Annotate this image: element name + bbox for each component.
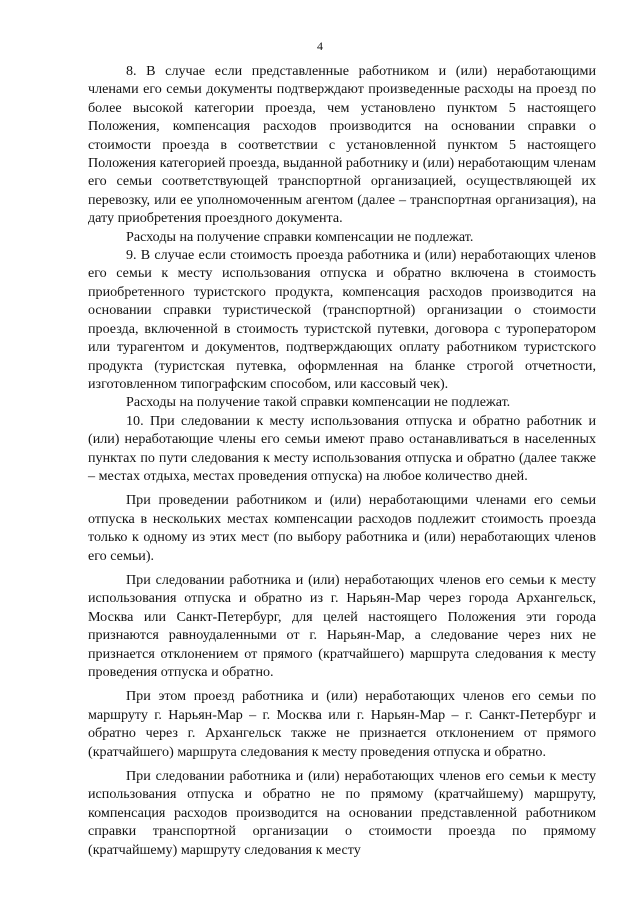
paragraph-item-9: 9. В случае если стоимость проезда работника и (или) неработающих членов его семьи к месту использования отпуска и обратно включена в стоимость приобретенного туристского продукта, компенсация расходов производится на основании справки туристической (транспортной) организации о стоимости проезда, включенной в стоимость туристской путевки, договора с туроператором или турагентом и документов, подтверждающих оплату работником туристского продукта (туристская путевка, оформленная на бланке строгой отчетности, изготовленном типографским способом, или кассовый чек).: [88, 247, 596, 392]
document-body: [88, 62, 596, 859]
paragraph-several-places: При проведении работником и (или) неработающими членами его семьи отпуска в нескольких местах компенсации расходов подлежит стоимость проезда только к одному из этих мест (по выбору работника и (или) неработающих членов его семьи).: [88, 492, 596, 564]
paragraph-indirect-route: При следовании работника и (или) неработающих членов его семьи к месту использования отпуска и обратно не по прямому (кратчайшему) маршруту, компенсация расходов производится на основании представленной работником справки транспортной организации о стоимости проезда по прямому (кратчайшему) маршруту следования к месту: [88, 768, 596, 858]
paragraph-route-via-arkhangelsk: При этом проезд работника и (или) неработающих членов его семьи по маршруту г. Нарьян-Мар – г. Москва или г. Нарьян-Мар – г. Санкт-Петербург и обратно через г. Архангельск также не признается отклонением от прямого (кратчайшего) маршрута следования к месту проведения отпуска и обратно.: [88, 688, 596, 760]
paragraph-route-via-cities: При следовании работника и (или) неработающих членов его семьи к месту использования отпуска и обратно из г. Нарьян-Мар через города Архангельск, Москва или Санкт-Петербург, для целей настоящего Положения эти города признаются равноудаленными от г. Нарьян-Мар, а следование через них не признается отклонением от прямого (кратчайшего) маршрута следования к месту проведения отпуска и обратно.: [88, 571, 596, 680]
page-number: 4: [317, 39, 323, 53]
paragraph-item-10: 10. При следовании к месту использования отпуска и обратно работник и (или) неработающие члены его семьи имеют право останавливаться в населенных пунктах по пути следования к месту использования отпуска и обратно (далее также – местах отдыха, местах проведения отпуска) на любое количество дней.: [88, 412, 596, 484]
paragraph-item-8: 8. В случае если представленные работником и (или) неработающими членами его семьи документы подтверждают произведенные расходы на проезд по более высокой категории проезда, чем установлено пунктом 5 настоящего Положения, компенсация расходов производится на основании справки о стоимости проезда в соответствии с установленной пунктом 5 настоящего Положения категорией проезда, выданной работнику и (или) неработающим членам его семьи соответствующей транспортной организацией, осуществляющей их перевозку, или ее уполномоченным агентом (далее – транспортная организация), на дату приобретения проездного документа.: [88, 63, 596, 227]
paragraph-item-9-note: Расходы на получение такой справки компенсации не подлежат.: [126, 394, 511, 411]
paragraph-item-8-note: Расходы на получение справки компенсации не подлежат.: [126, 228, 474, 245]
